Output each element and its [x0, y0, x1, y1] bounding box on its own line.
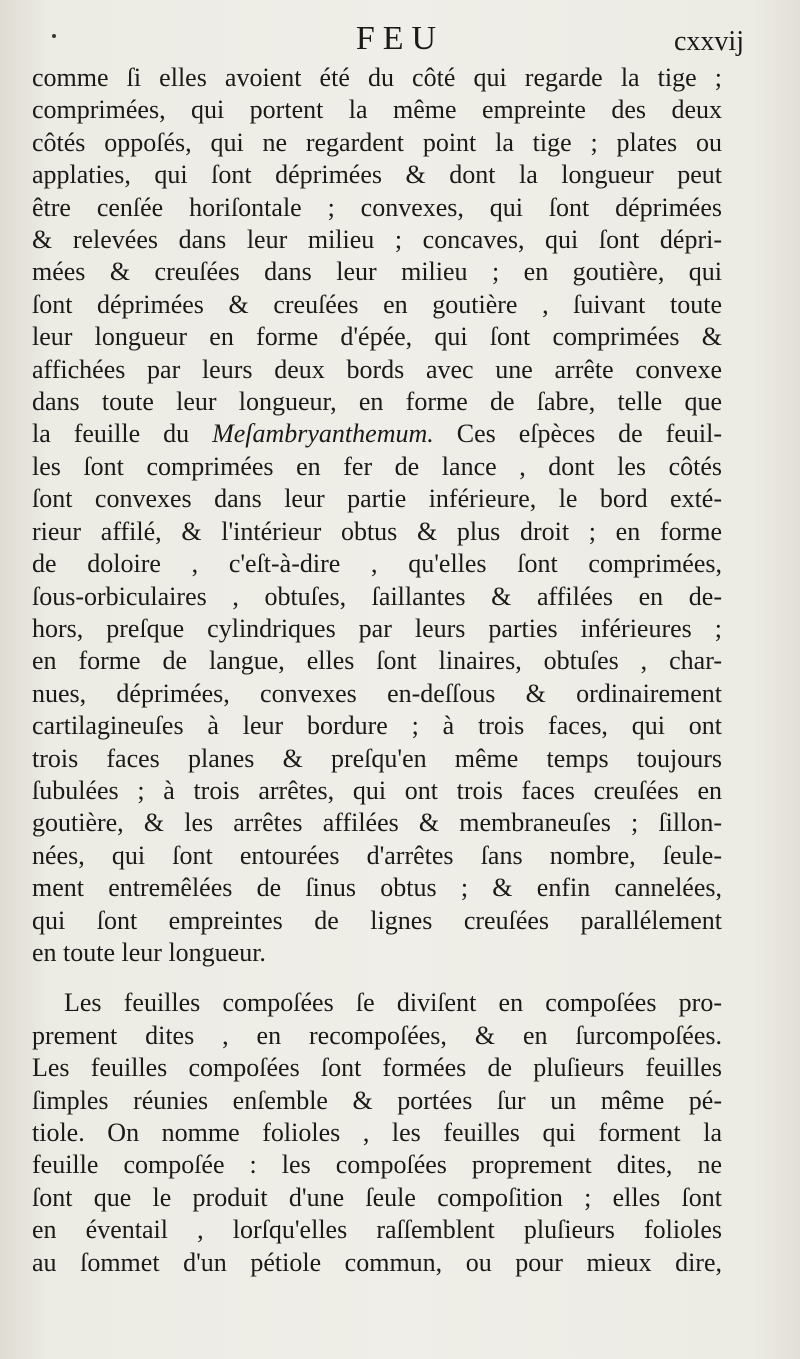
text-line: cartilagineuſes à leur bordure ; à trois faces, qui ont	[32, 711, 722, 741]
text-line: prement dites , en recompoſées, & en ſurcompoſées.	[32, 1020, 722, 1050]
text-line: feuille compoſée : les compoſées proprement dites, ne	[32, 1150, 722, 1180]
text-line-with-italic	[32, 418, 722, 450]
text-line: trois faces planes & preſqu'en même temps toujours	[32, 743, 722, 773]
text-line: de doloire , c'eſt-à-dire , qu'elles ſont comprimées,	[32, 549, 722, 579]
text-line: ment entremêlées de ſinus obtus ; & enfin cannelées,	[32, 873, 722, 903]
text-line: côtés oppoſés, qui ne regardent point la tige ; plates ou	[32, 127, 722, 157]
text-line: applaties, qui ſont déprimées & dont la longueur peut	[32, 160, 722, 190]
paragraph-1	[32, 62, 722, 969]
running-head: FEU	[355, 20, 445, 57]
text-line: goutière, & les arrêtes affilées & membraneuſes ; ſillon-	[32, 808, 722, 838]
text-line: nues, déprimées, convexes en-deſſous & ordinairement	[32, 678, 722, 708]
text-line: les ſont comprimées en fer de lance , dont les côtés	[32, 451, 722, 481]
text-line: en forme de langue, elles ſont linaires, obtuſes , char-	[32, 646, 722, 676]
text-line: au ſommet d'un pétiole commun, ou pour mieux dire,	[32, 1247, 722, 1277]
text-line: en éventail , lorſqu'elles raſſemblent pluſieurs folioles	[32, 1215, 722, 1245]
text-line: Les feuilles compoſées ſont formées de pluſieurs feuilles	[32, 1053, 722, 1083]
page-header	[0, 18, 800, 68]
text-line: ſont que le produit d'une ſeule compoſition ; elles ſont	[32, 1182, 722, 1212]
text-line: ſubulées ; à trois arrêtes, qui ont trois faces creuſées en	[32, 775, 722, 805]
text-line: tiole. On nomme folioles , les feuilles qui forment la	[32, 1118, 722, 1147]
body-text	[32, 62, 722, 1279]
text-line: rieur affilé, & l'intérieur obtus & plus droit ; en forme	[32, 516, 722, 546]
text-line: ſont convexes dans leur partie inférieure, le bord exté-	[32, 484, 722, 514]
text-line: mées & creuſées dans leur milieu ; en goutière, qui	[32, 257, 722, 287]
text-line: être cenſée horiſontale ; convexes, qui ſont déprimées	[32, 192, 722, 222]
text-line: nées, qui ſont entourées d'arrêtes ſans nombre, ſeule-	[32, 840, 722, 870]
text-line: comme ſi elles avoient été du côté qui regarde la tige ;	[32, 63, 722, 92]
text-line: qui ſont empreintes de lignes creuſées parallélement	[32, 905, 722, 935]
plant-name-italic: Meſambryanthemum.	[212, 419, 434, 449]
text-line: dans toute leur longueur, en forme de ſabre, telle que	[32, 387, 722, 417]
text-line: ſous-orbiculaires , obtuſes, ſaillantes & affilées en de-	[32, 581, 722, 611]
text-line: affichées par leurs deux bords avec une arrête convexe	[32, 354, 722, 384]
text-line: & relevées dans leur milieu ; concaves, qui ſont dépri-	[32, 225, 722, 255]
text-line: ſimples réunies enſemble & portées ſur un même pé-	[32, 1085, 722, 1115]
text-line: ſont déprimées & creuſées en goutière , ſuivant toute	[32, 289, 722, 319]
text-line: hors, preſque cylindriques par leurs parties inférieures ;	[32, 613, 722, 643]
text-fragment: la feuille du	[32, 419, 213, 449]
page-number: cxxvij	[674, 26, 744, 57]
text-fragment: Ces eſpèces de feuil-	[433, 419, 722, 449]
text-line: Les feuilles compoſées ſe diviſent en compoſées pro-	[64, 988, 722, 1018]
paragraph-2	[32, 987, 722, 1279]
paragraph-gap	[32, 969, 722, 987]
text-line: leur longueur en forme d'épée, qui ſont comprimées &	[32, 322, 722, 352]
text-line: comprimées, qui portent la même empreinte des deux	[32, 95, 722, 125]
text-line: en toute leur longueur.	[32, 937, 266, 967]
